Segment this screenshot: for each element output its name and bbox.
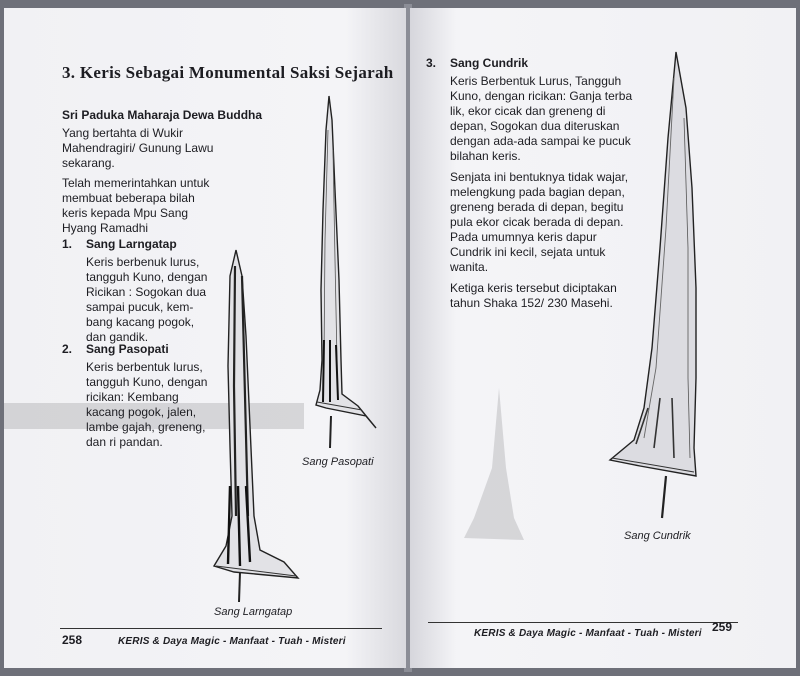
keris-cundrik-illustration [600, 48, 720, 528]
keris-pasopati-illustration [302, 90, 402, 450]
item-number: 3. [426, 56, 437, 70]
item-number: 2. [62, 342, 73, 356]
intro-text: Yang bertahta di Wukir Mahendragiri/ Gunung Lawu sekarang. [62, 126, 214, 170]
bleed-through-shadow [444, 388, 564, 568]
footer-rule [428, 622, 738, 623]
page-number: 258 [62, 633, 83, 647]
item-description: Keris berbenuk lurus, tangguh Kuno, dengan Ricikan : Sogokan dua sampai pucuk, kem- bang kacang pogok, dan gandik. [86, 255, 208, 344]
item-2 [62, 342, 207, 450]
item-1 [62, 237, 207, 345]
running-footer: KERIS & Daya Magic - Manfaat - Tuah - Misteri [118, 636, 346, 647]
item-description-para-2: Senjata ini bentuknya tidak wajar, melengkung pada bagian depan, greneng berada di depan, begitu pula ekor cicak berada di depan. Pada umumnya keris dapur Cundrik ini kecil, sejata untuk wanita. [450, 170, 629, 274]
item-number: 1. [62, 237, 73, 251]
item-title: Sang Cundrik [450, 56, 529, 70]
running-footer: KERIS & Daya Magic - Manfaat - Tuah - Misteri [474, 628, 702, 639]
keris-larngatap-illustration [200, 246, 310, 606]
item-description-para-3: Ketiga keris tersebut diciptakan tahun Shaka 152/ 230 Masehi. [450, 281, 617, 310]
item-description-para-1: Keris Berbentuk Lurus, Tangguh Kuno, dengan ricikan: Ganja terba lik, ekor cicak dan greneng di depan, Sogokan dua diteruskan dengan ada-ada sampai ke pucuk bilahan keris. [450, 74, 633, 163]
page-number: 259 [712, 620, 733, 634]
item-title: Sang Larngatap [86, 237, 177, 251]
item-title: Sang Pasopati [86, 342, 169, 356]
caption-cundrik: Sang Cundrik [624, 530, 691, 542]
item-description: Keris berbentuk lurus, tangguh Kuno, dengan ricikan: Kembang kacang pogok, jalen, lambe gajah, greneng, dan ri pandan. [86, 360, 208, 449]
section-heading: Sri Paduka Maharaja Dewa Buddha [62, 108, 263, 122]
footer-rule [60, 628, 382, 629]
caption-pasopati: Sang Pasopati [302, 456, 374, 468]
paragraph-text: Telah memerintahkan untuk membuat beberapa bilah keris kepada Mpu Sang Hyang Ramadhi [62, 176, 210, 235]
right-page [410, 8, 796, 668]
left-page [4, 8, 406, 668]
caption-larngatap: Sang Larngatap [214, 606, 293, 618]
chapter-title: 3. Keris Sebagai Monumental Saksi Sejarah [62, 63, 394, 82]
